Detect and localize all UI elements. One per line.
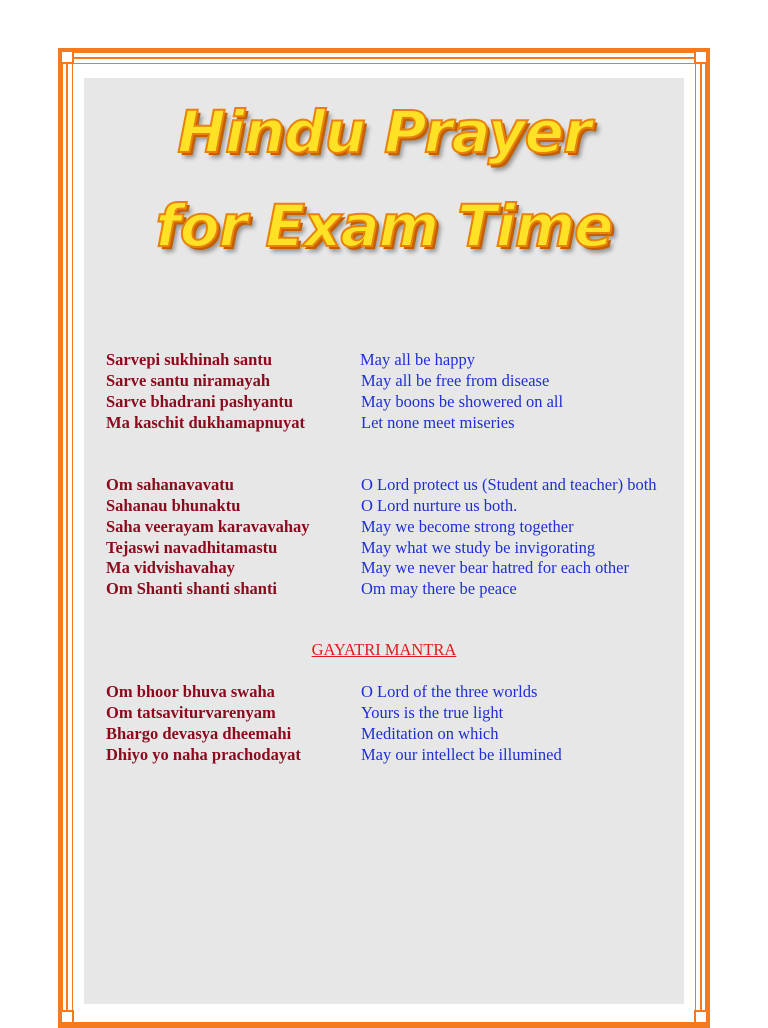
section1-english-line: May boons be showered on all bbox=[361, 392, 564, 411]
section2-sanskrit-line: Ma vidvishavahay bbox=[106, 558, 235, 577]
gayatri-mantra-heading: GAYATRI MANTRA bbox=[311, 640, 457, 659]
section1-sanskrit-line: Sarve bhadrani pashyantu bbox=[106, 392, 294, 411]
frame-corner-top-right bbox=[694, 50, 708, 64]
section2-english-line: May we never bear hatred for each other bbox=[361, 558, 629, 577]
section1-english-line: May all be free from disease bbox=[361, 371, 550, 390]
section1-sanskrit-line: Ma kaschit dukhamapnuyat bbox=[106, 413, 305, 432]
gayatri-english-line: Meditation on which bbox=[361, 724, 499, 743]
section2-sanskrit-line: Saha veerayam karavavahay bbox=[106, 517, 310, 536]
section2-sanskrit-line: Tejaswi navadhitamastu bbox=[106, 538, 278, 557]
section2-english-line: Om may there be peace bbox=[361, 579, 517, 598]
section1-sanskrit-line: Sarve santu niramayah bbox=[106, 371, 271, 390]
section2-sanskrit-line: Om sahanavavatu bbox=[106, 475, 234, 494]
section1-english-line: Let none meet miseries bbox=[361, 413, 515, 432]
section2-sanskrit-line: Sahanau bhunaktu bbox=[106, 496, 241, 515]
section2-english-line: May what we study be invigorating bbox=[361, 538, 596, 557]
section2-sanskrit-line: Om Shanti shanti shanti bbox=[106, 579, 278, 598]
section2-english-line: O Lord protect us (Student and teacher) both bbox=[361, 475, 657, 494]
section2-english-line: May we become strong together bbox=[361, 517, 574, 536]
section1-english-line: May all be happy bbox=[360, 350, 476, 369]
gayatri-english-line: O Lord of the three worlds bbox=[361, 682, 538, 701]
section2-english-line: O Lord nurture us both. bbox=[361, 496, 518, 515]
title-line-1: Hindu Prayer bbox=[177, 98, 591, 166]
section1-sanskrit-line: Sarvepi sukhinah santu bbox=[106, 350, 272, 369]
frame-corner-bottom-left bbox=[60, 1010, 74, 1024]
gayatri-sanskrit-line: Bhargo devasya dheemahi bbox=[106, 724, 292, 743]
gayatri-sanskrit-line: Om bhoor bhuva swaha bbox=[106, 682, 275, 701]
gayatri-sanskrit-line: Dhiyo yo naha prachodayat bbox=[106, 745, 301, 764]
frame-corner-bottom-right bbox=[694, 1010, 708, 1024]
title-line-2: for Exam Time bbox=[155, 192, 613, 260]
frame-corner-top-left bbox=[60, 50, 74, 64]
gayatri-sanskrit-line: Om tatsaviturvarenyam bbox=[106, 703, 276, 722]
gayatri-english-line: Yours is the true light bbox=[361, 703, 504, 722]
gayatri-english-line: May our intellect be illumined bbox=[361, 745, 562, 764]
